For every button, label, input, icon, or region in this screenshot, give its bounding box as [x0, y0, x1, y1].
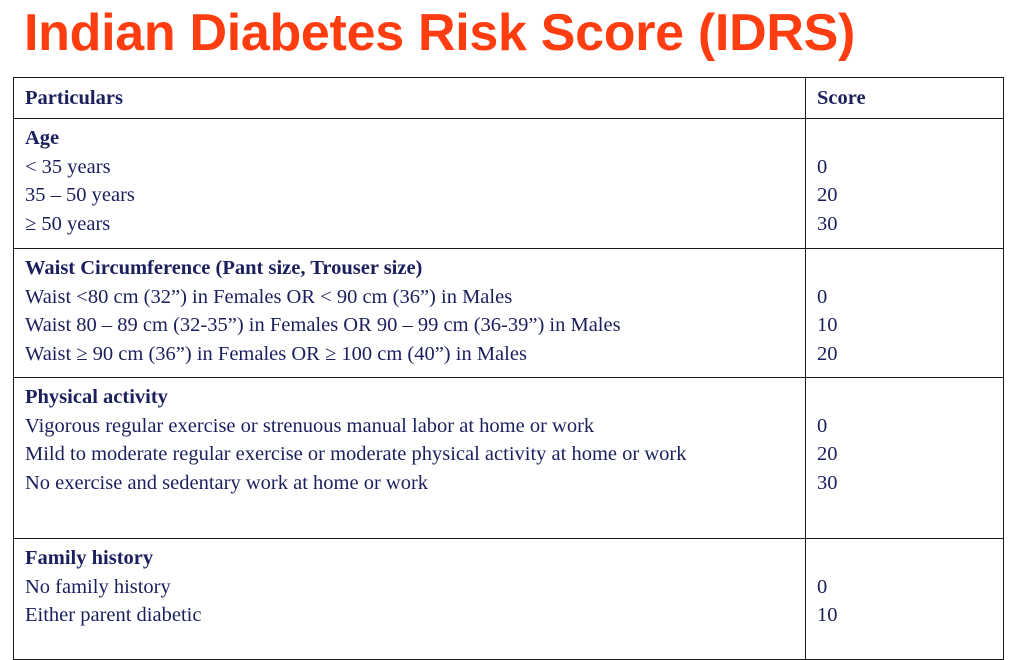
section-age: [14, 119, 1004, 249]
item-score: 10: [817, 314, 838, 337]
item-label: Waist ≥ 90 cm (36”) in Females OR ≥ 100 cm (40”) in Males: [25, 343, 527, 366]
score-cell: [806, 119, 1004, 249]
item-score: 10: [817, 604, 838, 627]
particulars-cell: [14, 539, 806, 660]
page-title: Indian Diabetes Risk Score (IDRS): [24, 4, 855, 62]
item-score: 0: [817, 155, 828, 178]
header-particulars: Particulars: [14, 78, 806, 119]
idrs-table: [13, 77, 1004, 660]
item-label: Vigorous regular exercise or strenuous manual labor at home or work: [25, 414, 595, 437]
section-title: Age: [25, 127, 60, 149]
item-label: 35 – 50 years: [25, 184, 135, 207]
header-score: Score: [806, 78, 1004, 119]
section-title: Family history: [25, 547, 154, 569]
particulars-cell: [14, 378, 806, 539]
item-label: Waist 80 – 89 cm (32-35”) in Females OR 90 – 99 cm (36-39”) in Males: [25, 314, 621, 337]
item-label: < 35 years: [25, 155, 111, 178]
section-waist-circumference: [14, 249, 1004, 378]
item-label: No family history: [25, 575, 171, 598]
item-score: 30: [817, 213, 838, 236]
item-score: 20: [817, 443, 838, 466]
item-label: ≥ 50 years: [25, 213, 111, 236]
section-title: Physical activity: [25, 386, 168, 408]
section-physical-activity: [14, 378, 1004, 539]
particulars-cell: [14, 249, 806, 378]
item-label: No exercise and sedentary work at home or work: [25, 472, 429, 495]
item-score: 30: [817, 472, 838, 495]
item-label: Either parent diabetic: [25, 604, 202, 627]
score-cell: [806, 539, 1004, 660]
item-score: 0: [817, 414, 828, 437]
item-score: 20: [817, 343, 838, 366]
item-label: Mild to moderate regular exercise or moderate physical activity at home or work: [25, 443, 687, 466]
item-score: 0: [817, 575, 828, 598]
item-label: Waist <80 cm (32”) in Females OR < 90 cm (36”) in Males: [25, 285, 513, 308]
particulars-cell: [14, 119, 806, 249]
table-header-row: [14, 78, 1004, 119]
item-score: 0: [817, 285, 828, 308]
section-family-history: [14, 539, 1004, 660]
section-title: Waist Circumference (Pant size, Trouser size): [25, 257, 423, 279]
item-score: 20: [817, 184, 838, 207]
score-cell: [806, 378, 1004, 539]
score-cell: [806, 249, 1004, 378]
